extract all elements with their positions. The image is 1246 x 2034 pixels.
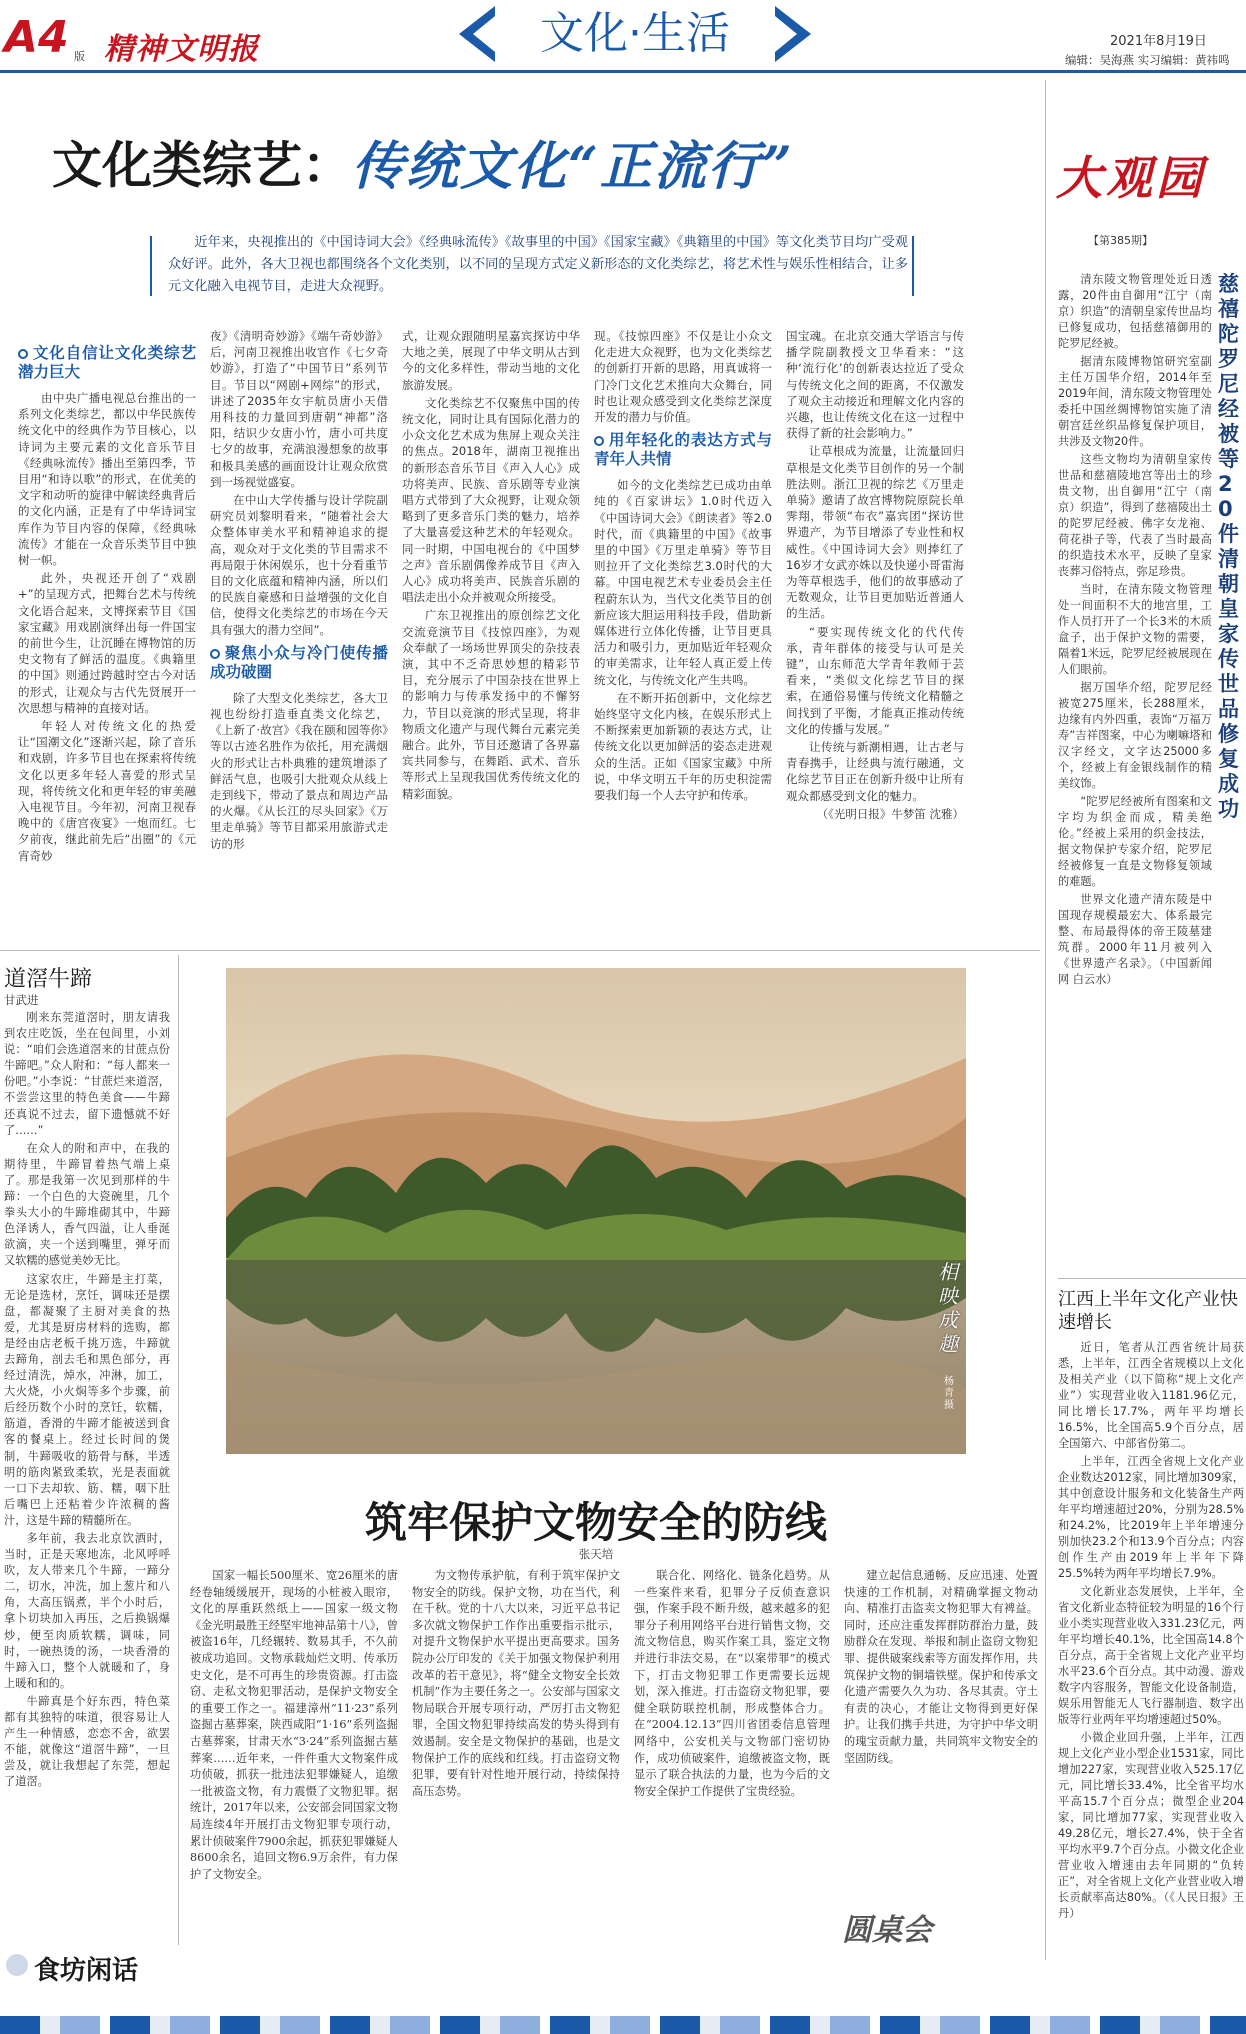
- paragraph: 让传统与新潮相遇，让古老与青春携手，让经典与流行融通，文化综艺节目正在创新升级中让所有观众都感受到文化的魅力。: [786, 740, 964, 803]
- landscape-photo: [226, 968, 966, 1454]
- lead-headline-main: 文化类综艺：: [52, 136, 352, 195]
- paragraph: 据万国华介绍，陀罗尼经被宽275厘米，长288厘米，边缘有内外四重，表饰“万福万寿”吉祥图案，中心为喇嘛塔和汉字经文，文字达25000多个，经被上有金银线制作的精美纹饰。: [1058, 681, 1212, 790]
- photo-caption-title: 相映成趣: [938, 1260, 958, 1356]
- paragraph: 夜》《清明奇妙游》《端午奇妙游》后，河南卫视推出收官作《七夕奇妙游》，打造了“中国节日”系列节目。节目以“网剧+网综”的形式，讲述了2035年女宇航员唐小天借用科技的力量回到唐朝“神都”洛阳，结识少女唐小竹，唐小可共度七夕的故事，充满浪漫想象的故事和极具美感的画面设计让观众欣赏到一场视觉盛宴。: [210, 329, 388, 489]
- paragraph: 多年前，我去北京饮酒时，当时，正是天寒地冻，北风呼呼吹，友人带来几个牛蹄，一蹄分二，切水，冲洗，加上葱片和八角，大高压锅煮，半个小时后，拿卜切块加入再压，之后换锅爆炒，便至肉质软糯，调味，同时，一碗热烫的汤，一块香滑的牛蹄入口，整个人就暖和了，身上暖和和的。: [4, 1532, 170, 1690]
- paragraph: 这些文物均为清朝皇家传世品和慈禧陵地宫等出土的珍贵文物，出自御用“江宁（南京）织造”，得到了慈禧陵出土的陀罗尼经被、佛字女龙袍、荷花褂子等，代表了当时最高的织造技术水平，反映了皇家丧葬习俗特点，弥足珍贵。: [1058, 453, 1212, 578]
- paragraph: 上半年，江西全省规上文化产业企业数达2012家，同比增加309家，其中创意设计服务和文化装备生产两年平均增速超过20%，分别为28.5%和24.2%，比2019年上半年增速分别加快23.2个和13.9个百分点；内容创作生产由2019年上半年下降25.5%转为两年平均增长7.9%。: [1058, 1455, 1244, 1580]
- section-title: 文化·生活: [540, 8, 730, 59]
- photo-caption-author: 杨青 摄: [944, 1376, 954, 1411]
- sidebar-story-divider: [1058, 1278, 1246, 1279]
- subhead-3: 用年轻化的表达方式与青年人共情: [594, 431, 772, 469]
- left-arrow-icon: [455, 4, 497, 64]
- page-number: A4: [4, 12, 69, 63]
- paragraph: 年轻人对传统文化的热爱让“国潮文化”逐渐兴起，除了音乐和戏剧，许多节目也在探索将传统文化以更多年轻人喜爱的形式呈现，将传统文化和更年轻的审美融入电视节目。今年初，河南卫视春晚中的《唐宫夜宴》一炮而红。七夕前夜，继此前先后“出圈”的《元宵奇妙: [18, 719, 196, 863]
- bottom-column-2: [412, 1568, 620, 1948]
- paragraph: 近日，笔者从江西省统计局获悉，上半年，江西全省规模以上文化及相关产业（以下简称“规上文化产业”）实现营业收入1181.96亿元，同比增长17.7%，两年平均增长16.5%，比全国高5.9个百分点，居全国第六、中部省份第二。: [1058, 1341, 1244, 1450]
- paragraph: 由中央广播电视总台推出的一系列文化类综艺，都以中华民族传统文化中的经典作为节目核心，以诗词为主要元素的文化音乐节目《经典咏流传》播出至第四季，节目用“和诗以歌”的形式，在优美的文字和动听的旋律中解读经典背后的文化内涵，正是有了中华诗词宝库作为节目内容的保障，《经典咏流传》才能在一众音乐类节目中独树一帜。: [18, 391, 196, 568]
- paragraph: 除了大型文化类综艺，各大卫视也纷纷打造垂直类文化综艺，《上新了·故宫》《我在颐和园等你》等以古迹名胜作为依托，用充满烟火的形式让古朴典雅的建筑增添了鲜活气息，也吸引大批观众从线上走到线下，带动了景点和周边产品的火爆。《从长江的尽头回家》《万里走单骑》等节目都采用旅游式走访的形: [210, 690, 388, 851]
- print-color-bar: [0, 2016, 1246, 2034]
- lead-headline-script: 传统文化“正流行”: [352, 136, 794, 197]
- subhead-1: 文化自信让文化类综艺潜力巨大: [18, 344, 196, 381]
- paragraph: 广东卫视推出的原创综艺文化交流竞演节目《技惊四座》，为观众奉献了一场场世界顶尖的杂技表演，其中不乏奇思妙想的精彩节目，充分展示了中国杂技在世界上的影响力与传承发扬中的不懈努力，节目以竞演的形式呈现，将非物质文化遗产与现代舞台元素完美融合。此外，节目还邀请了各界嘉宾共同参与，在舞蹈、武术、音乐等形式上呈现我国优秀传统文化的精彩面貌。: [402, 608, 580, 801]
- intro-bracket-right: [912, 236, 914, 296]
- paragraph: 在不断开拓创新中，文化综艺始终坚守文化内核，在娱乐形式上不断探索更加新颖的表达方式，让传统文化以更加鲜活的姿态走进观众的生活。正如《国家宝藏》中所说，中华文明五千年的历史积淀需要我们每一个人去守护和传承。: [594, 690, 772, 803]
- left-column-divider: [178, 955, 179, 1945]
- sidebar-headline-2: 江西上半年文化产业快速增长: [1058, 1289, 1238, 1333]
- paragraph: 联合化、网络化、链条化趋势。从一些案件来看，犯罪分子反侦查意识强，作案手段不断升级，越来越多的犯罪分子利用网络平台进行销售文物，交流文物信息，购买作案工具，鉴定文物并进行非法交易，在“以案带罪”的模式下，打击文物犯罪工作更需要长远规划，深入推进。打击盗窃文物犯罪，要健全联防联控机制，形成整体合力。在“2004.12.13”四川省团委信息管理网络中，公安机关与文物部门密切协作，成功侦破案件，追缴被盗文物，既显示了联合执法的力量，也为今后的文物安全保护工作提供了宝贵经验。: [634, 1569, 830, 1798]
- bottom-column-1: [190, 1568, 398, 1948]
- paragraph: 文化新业态发展快，上半年，全省文化新业态特征较为明显的16个行业小类实现营业收入331.23亿元，两年平均增长40.1%，比全国高14.8个百分点，高于全省规上文化产业平均水平23.6个百分点。其中动漫、游戏数字内容服务，智能文化设备制造，娱乐用智能无人飞行器制造、数字出版等行业两年平均增速超过50%。: [1058, 1585, 1244, 1726]
- subhead-2: 聚焦小众与冷门使传播成功破圈: [210, 643, 388, 681]
- paragraph: 牛蹄真是个好东西，特色菜都有其独特的味道，很容易让人产生一种情感，恋恋不舍，欲罢不能，就像这“道滘牛蹄”，一旦尝及，就让我想起了东莞，想起了道滘。: [4, 1694, 170, 1789]
- paragraph: 世界文化遗产清东陵是中国现存规模最宏大、体系最完整、布局最得体的帝王陵墓建筑群。2000年11月被列入《世界遗产名录》。（中国新闻网 白云水）: [1058, 893, 1212, 986]
- lead-column-5: [786, 328, 964, 923]
- sidebar-headline: 慈禧陀罗尼经被等20件清朝皇家传世品修复成功: [1218, 272, 1239, 821]
- editors: 编辑：吴海燕 实习编辑：黄祎鸣: [1065, 53, 1230, 67]
- lead-column-2: [210, 328, 388, 923]
- paragraph: 让草根成为流量，让流量回归草根是文化类节目创作的另一个制胜法则。浙江卫视的综艺《万里走单骑》邀请了故宫博物院原院长单霁翔，带领“布衣”嘉宾团“探访世界遗产，为节目增添了专业性和权威性。《中国诗词大会》则捧红了16岁才女武亦姝以及快递小哥雷海为等草根选手，他们的故事感动了无数观众，让节目更加贴近普通人的生活。: [786, 444, 964, 621]
- bottom-story-title: 筑牢保护文物安全的防线: [364, 1498, 827, 1547]
- right-arrow-icon: [773, 4, 815, 64]
- paragraph: 据清东陵博物馆研究室副主任万国华介绍，2014年至2019年间，清东陵文物管理处委托中国丝绸博物馆实施了清朝宫廷丝织品修复保护项目，共涉及文物20件。: [1058, 355, 1212, 448]
- issue-date: 2021年8月19日: [1110, 34, 1207, 49]
- footer-column-label: 食坊闲话: [34, 1956, 139, 1986]
- masthead: [0, 0, 1246, 72]
- masthead-rule: [0, 70, 1246, 73]
- paragraph: 文化类综艺不仅聚焦中国的传统文化，同时让具有国际化潜力的小众文化艺术成为焦屏上观众关注的焦点。2018年，湖南卫视推出的新形态音乐节目《声入人心》成功将美声、民族、音乐剧等专业演唱方式带到了大众视野，让观众领略到了更多音乐门类的魅力，培养了大量喜爱这种艺术的年轻观众。同一时期，中国电视台的《中国梦之声》音乐剧偶像养成节目《声入人心》成功将美声、民族音乐剧的唱法走出小众并被观众所接受。: [402, 395, 580, 605]
- lead-column-1: [18, 338, 196, 923]
- sidebar-divider: [1045, 80, 1046, 1960]
- sidebar-body-2: [1058, 1340, 1244, 1950]
- paragraph: 在众人的附和声中，在我的期待里，牛蹄冒着热气端上桌了。那是我第一次见到那样的牛蹄：一个白色的大瓷碗里，几个拳头大小的牛蹄堆砌其中，牛蹄色泽诱人，香气四溢，让人垂涎欲滴，夹一个送到嘴里，弹牙而又软糯的感觉美妙无比。: [4, 1141, 170, 1268]
- paragraph: 此外，央视还开创了“戏剧+”的呈现方式，把舞台艺术与传统文化语合起来，文博探索节目《国家宝藏》用戏剧演绎出每一件国宝的前世今生，让沉睡在博物馆的历史文物有了鲜活的温度。《典籍里的中国》则通过跨越时空古今对话的形式，让观众与古代先贤展开一次思想与精神的直接对话。: [18, 571, 196, 715]
- paragraph: 这家农庄，牛蹄是主打菜，无论是选材，烹饪，调味还是摆盘，都凝聚了主厨对美食的热爱，尤其是厨房材料的选购，都是经由店老板千挑万选，牛蹄就去蹄角，剖去毛和黑色部分，再经过清洗，焯水，冲淋，加工，大火烧，小火焖等多个步骤，前后经历数个小时的烹饪，软糯，筋道，香滑的牛蹄才能被送到食客的餐桌上。经过长时间的煲制，牛蹄吸收的筋骨与酥，半透明的筋肉紧致柔软，光是表面就一口下去却软、筋、糯，咽下肚后嘴巴上还粘着少许浓稠的酱汁，这是牛蹄的精髓所在。: [4, 1272, 170, 1527]
- paragraph: “要实现传统文化的代代传承，青年群体的接受与认可是关键”，山东师范大学青年教师于芸看来，“类似文化综艺节目的探索，在通俗易懂与传统文化精髓之间找到了平衡，才能真正推动传统文化的传播与发展。”: [786, 624, 964, 736]
- paragraph: “陀罗尼经被所有图案和文字均为织金而成，精美绝伦。”经被上采用的织金技法，据文物保护专家介绍，陀罗尼经被修复一直是文物修复领域的难题。: [1058, 795, 1212, 888]
- paper-name: 精神文明报: [104, 32, 259, 67]
- lead-headline: [52, 124, 794, 199]
- left-story-body: [4, 1010, 170, 1915]
- lead-column-3: [402, 328, 580, 923]
- paragraph: 小微企业回升强，上半年，江西规上文化产业小型企业1531家，同比增加227家，实现营业收入525.17亿元，同比增长33.4%，比全省平均水平高15.7个百分点；微型企业204家，同比增加77家，实现营业收入49.28亿元，增长27.4%，快于全省平均水平9.7个百分点。小微文化企业营业收入增速由去年同期的“负转正”，对全省规上文化产业营业收入增长贡献率高达80%。（《人民日报》王丹）: [1058, 1731, 1244, 1920]
- paragraph: 如今的文化类综艺已成功由单纯的《百家讲坛》1.0时代迈入《中国诗词大会》《朗读者》等2.0时代，而《典籍里的中国》《故事里的中国》《万里走单骑》等节目则拉开了文化类综艺3.0时代的大幕。中国电视艺术专业委员会主任程蔚东认为，当代文化类节目的创新应该大胆运用科技手段，借助新媒体进行立体化传播，让节目更具活力和吸引力，更加贴近年轻观众的审美需求，让年轻人真正爱上传统文化，与传统文化产生共鸣。: [594, 478, 772, 687]
- bottom-column-4: [844, 1568, 1038, 1898]
- paragraph: 在中山大学传播与设计学院副研究员刘黎明看来，“随着社会大众整体审美水平和精神追求的提高，观众对于文化类的节目需求不再局限于休闲娱乐，也十分看重节目的文化底蕴和精神内涵，所以们的民族自豪感和日益增强的文化自信，使得文化类综艺的市场在今天具有强大的潜力空间”。: [210, 493, 388, 637]
- paragraph: 当时，在清东陵文物管理处一间面积不大的地宫里，工作人员打开了一个长3米的木质盒子，出于保护文物的需要，隔着1米远，陀罗尼经被展现在人们眼前。: [1058, 583, 1212, 676]
- credit: （《光明日报》牛梦笛 沈雅）: [816, 806, 964, 821]
- paragraph: 为文物传承护航，有利于筑牢保护文物安全的防线。保护文物，功在当代，利在千秋。党的十八大以来，习近平总书记多次就文物保护工作作出重要指示批示，对提升文物保护水平提出更高要求。国务院办公厅印发的《关于加强文物保护利用改革的若干意见》，将“健全文物安全长效机制”作为主要任务之一。公安部与国家文物局联合开展专项行动，严厉打击文物犯罪，全国文物犯罪持续高发的势头得到有效遏制。安全是文物保护的基础，也是文物保护工作的底线和红线。打击盗窃文物犯罪，要有针对性地开展行动，持续保持高压态势。: [412, 1569, 620, 1798]
- column-issue: 【第385期】: [1088, 234, 1153, 247]
- lead-intro: 近年来，央视推出的《中国诗词大会》《经典咏流传》《故事里的中国》《国家宝藏》《典籍里的中国》等文化类节目均广受观众好评。此外，各大卫视也都围绕各个文化类别，以不同的呈现方式定义新形态的文化类综艺，将艺术性与娱乐性相结合，让多元文化融入电视节目，走进大众视野。: [168, 235, 908, 294]
- paragraph: 建立起信息通畅、反应迅速、处置快速的工作机制，对精确掌握文物动向、精准打击盗卖文物犯罪大有裨益。同时，还应注重发挥群防群治力量，鼓励群众在发现、举报和制止盗窃文物犯罪、提供破案线索等方面发挥作用，共筑保护文物的铜墙铁壁。保护和传承文化遗产需要久久为功、各尽其责。守土有责的决心，才能让文物得到更好保护。让我们携手共进，为守护中华文明的瑰宝贡献力量，共同筑牢文物安全的坚固防线。: [844, 1569, 1038, 1765]
- left-story-title: 道滘牛蹄: [4, 967, 93, 992]
- bottom-story-author: 张天培: [578, 1547, 614, 1561]
- left-story-divider: [0, 950, 1040, 951]
- circle-icon: [4, 1952, 30, 1978]
- paragraph: 国家一幅长500厘米、宽26厘米的唐经卷轴缓缓展开，现场的小桩被入眼帘，文化的厚重跃然纸上——国家一级文物《金光明最胜王经堅牢地神品第十八》，曾被盗16年，几经辗转、数易其手，不久前被成功追回。文物承载灿烂文明、传承历史文化，是不可再生的珍贵资源。打击盗窃、走私文物犯罪活动，是保护文物安全的重要工作之一。福建漳州“11·23”系列盗掘古墓葬案，陕西咸阳“1·16”系列盗掘古墓葬案，甘肃天水“3·24”系列盗掘古墓葬案……近年来，一件件重大文物案件成功侦破，抓获一批违法犯罪嫌疑人，追缴一批被盗文物，有力震慑了文物犯罪。据统计，2017年以来，公安部会同国家文物局连续4年开展打击文物犯罪专项行动，累计侦破案件7900余起，抓获犯罪嫌疑人8600余名，追回文物6.9万余件，有力保护了文物安全。: [190, 1569, 398, 1881]
- left-story-author: 甘武进: [4, 993, 39, 1007]
- paragraph: 清东陵文物管理处近日透露，20件由自御用“江宁（南京）织造”的清朝皇家传世品均已修复成功，包括慈禧御用的陀罗尼经被。: [1058, 273, 1212, 350]
- paragraph: 国宝魂。在北京交通大学语言与传播学院副教授文卫华看来：“这种‘流行化’的创新表达拉近了受众与传统文化之间的距离，不仅激发了观众主动接近和理解文化内容的兴趣，也让传统文化在这一过程中获得了新的社会影响力。”: [786, 329, 964, 441]
- sidebar-body: [1058, 272, 1212, 1362]
- roundtable-logo: 圆桌会: [842, 1913, 932, 1948]
- intro-bracket-left: [150, 236, 152, 296]
- page-suffix: 版: [74, 50, 85, 63]
- bottom-column-3: [634, 1568, 830, 1948]
- paragraph: 现。《技惊四座》不仅是让小众文化走进大众视野，也为文化类综艺的创新打开新的思路，用真诚将一门冷门文化艺术推向大众舞台，同时也让观众感受到文化类综艺深度开发的潜力与价值。: [594, 329, 772, 425]
- paragraph: 式，让观众跟随明星嘉宾探访中华大地之美，展现了中华文明从古到今的文化多样性，带动当地的文化旅游发展。: [402, 329, 580, 392]
- lead-column-4: [594, 328, 772, 923]
- paragraph: 刚来东莞道滘时，朋友请我到农庄吃饭，坐在包间里，小刘说：“咱们会选道滘来的甘蔗点份牛蹄吧。”众人附和：“每人都来一份吧。”小李说：“甘蔗烂来道滘，不尝尝这里的特色美食——牛蹄还真说不过去，留下遗憾就不好了……”: [4, 1011, 170, 1137]
- column-logo: 大观园: [1056, 151, 1206, 205]
- footer-column-badge: [4, 1948, 184, 1988]
